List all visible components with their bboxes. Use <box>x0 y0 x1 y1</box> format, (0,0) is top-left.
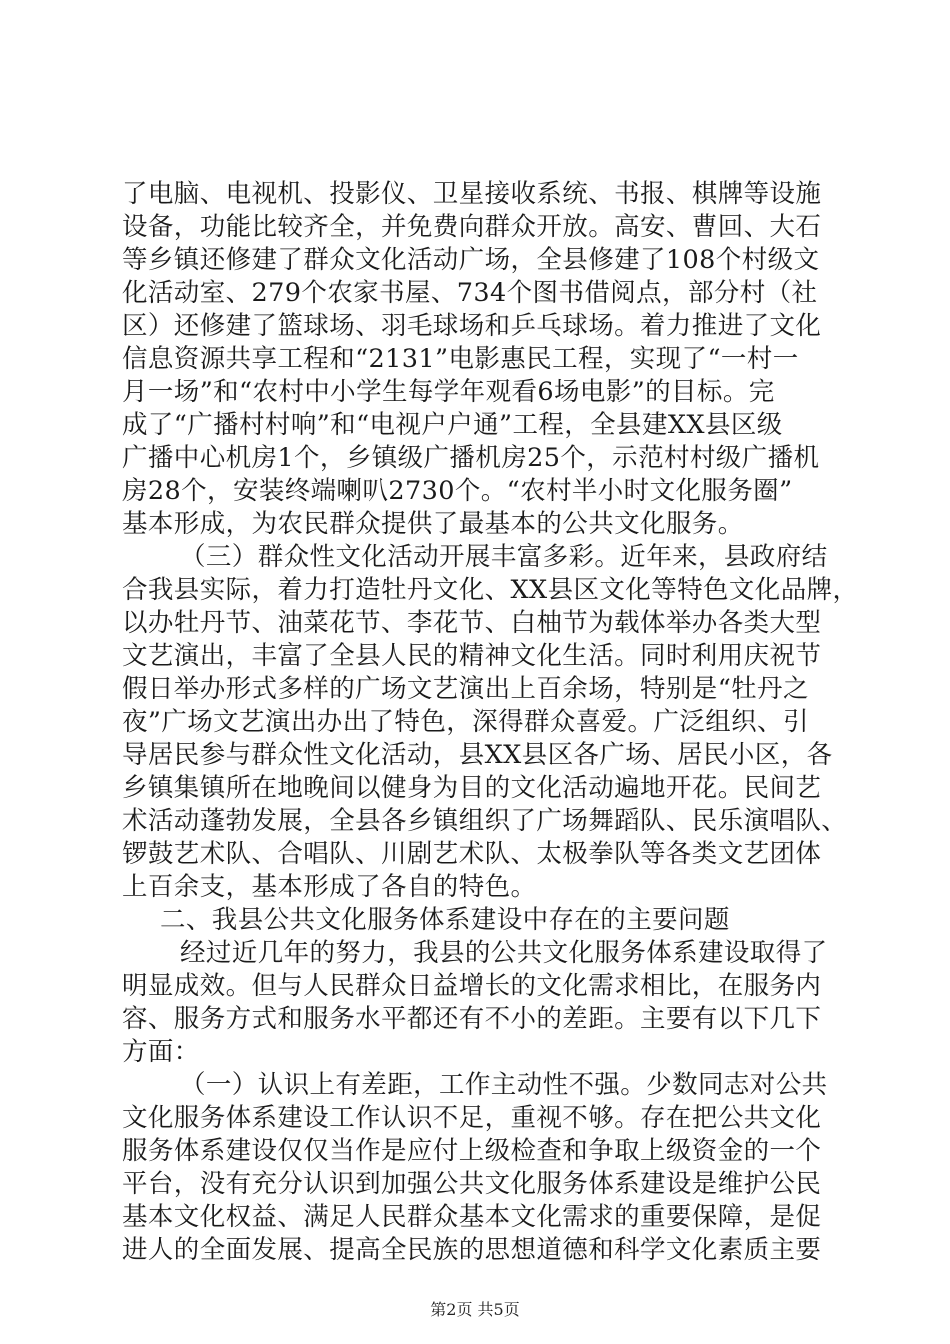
body-line: 锣鼓艺术队、合唱队、川剧艺术队、太极拳队等各类文艺团体 <box>122 839 822 869</box>
body-line: 假日举办形式多样的广场文艺演出上百余场，特别是“牡丹之 <box>122 674 809 704</box>
body-line: 导居民参与群众性文化活动，县XX县区各广场、居民小区，各 <box>122 740 833 770</box>
body-line: 上百余支，基本形成了各自的特色。 <box>122 872 537 902</box>
body-line: 文艺演出，丰富了全县人民的精神文化生活。同时利用庆祝节 <box>122 641 822 671</box>
body-line: 信息资源共享工程和“2131”电影惠民工程，实现了“一村一 <box>122 344 799 374</box>
body-line: 术活动蓬勃发展，全县各乡镇组织了广场舞蹈队、民乐演唱队、 <box>122 806 848 836</box>
body-line: 区）还修建了篮球场、羽毛球场和乒乓球场。着力推进了文化 <box>122 311 822 341</box>
section-heading-line: （一）认识上有差距，工作主动性不强。少数同志对公共 <box>180 1070 828 1100</box>
paragraph-start-line: 经过近几年的努力，我县的公共文化服务体系建设取得了 <box>180 938 828 968</box>
body-line: 等乡镇还修建了群众文化活动广场，全县修建了108个村级文 <box>122 245 820 275</box>
body-line: 基本形成，为农民群众提供了最基本的公共文化服务。 <box>122 509 744 539</box>
body-line: 文化服务体系建设工作认识不足，重视不够。存在把公共文化 <box>122 1103 822 1133</box>
body-line: 方面： <box>122 1037 200 1067</box>
body-line: 夜”广场文艺演出办出了特色，深得群众喜爱。广泛组织、引 <box>122 707 809 737</box>
body-line: 广播中心机房1个，乡镇级广播机房25个，示范村村级广播机 <box>122 443 820 473</box>
body-line: 了电脑、电视机、投影仪、卫星接收系统、书报、棋牌等设施 <box>122 179 822 209</box>
section-heading-line: （三）群众性文化活动开展丰富多彩。近年来，县政府结 <box>180 542 828 572</box>
body-line: 平台，没有充分认识到加强公共文化服务体系建设是维护公民 <box>122 1169 822 1199</box>
body-line: 房28个，安装终端喇叭2730个。“农村半小时文化服务圈” <box>122 476 793 506</box>
body-line: 乡镇集镇所在地晚间以健身为目的文化活动遍地开花。民间艺 <box>122 773 822 803</box>
body-line: 明显成效。但与人民群众日益增长的文化需求相比，在服务内 <box>122 971 822 1001</box>
chapter-heading: 二、我县公共文化服务体系建设中存在的主要问题 <box>160 905 730 935</box>
body-line: 设备，功能比较齐全，并免费向群众开放。高安、曹回、大石 <box>122 212 822 242</box>
body-line: 成了“广播村村响”和“电视户户通”工程，全县建XX县区级 <box>122 410 783 440</box>
body-line: 基本文化权益、满足人民群众基本文化需求的重要保障，是促 <box>122 1202 822 1232</box>
body-line: 容、服务方式和服务水平都还有不小的差距。主要有以下几下 <box>122 1004 822 1034</box>
body-line: 以办牡丹节、油菜花节、李花节、白柚节为载体举办各类大型 <box>122 608 822 638</box>
body-line: 服务体系建设仅仅当作是应付上级检查和争取上级资金的一个 <box>122 1136 822 1166</box>
body-line: 月一场”和“农村中小学生每学年观看6场电影”的目标。完 <box>122 377 775 407</box>
body-line: 进人的全面发展、提高全民族的思想道德和科学文化素质主要 <box>122 1235 822 1265</box>
body-line: 合我县实际，着力打造牡丹文化、XX县区文化等特色文化品牌， <box>122 575 859 605</box>
body-line: 化活动室、279个农家书屋、734个图书借阅点，部分村（社 <box>122 278 818 308</box>
page-number-footer: 第2页 共5页 <box>430 1300 520 1319</box>
